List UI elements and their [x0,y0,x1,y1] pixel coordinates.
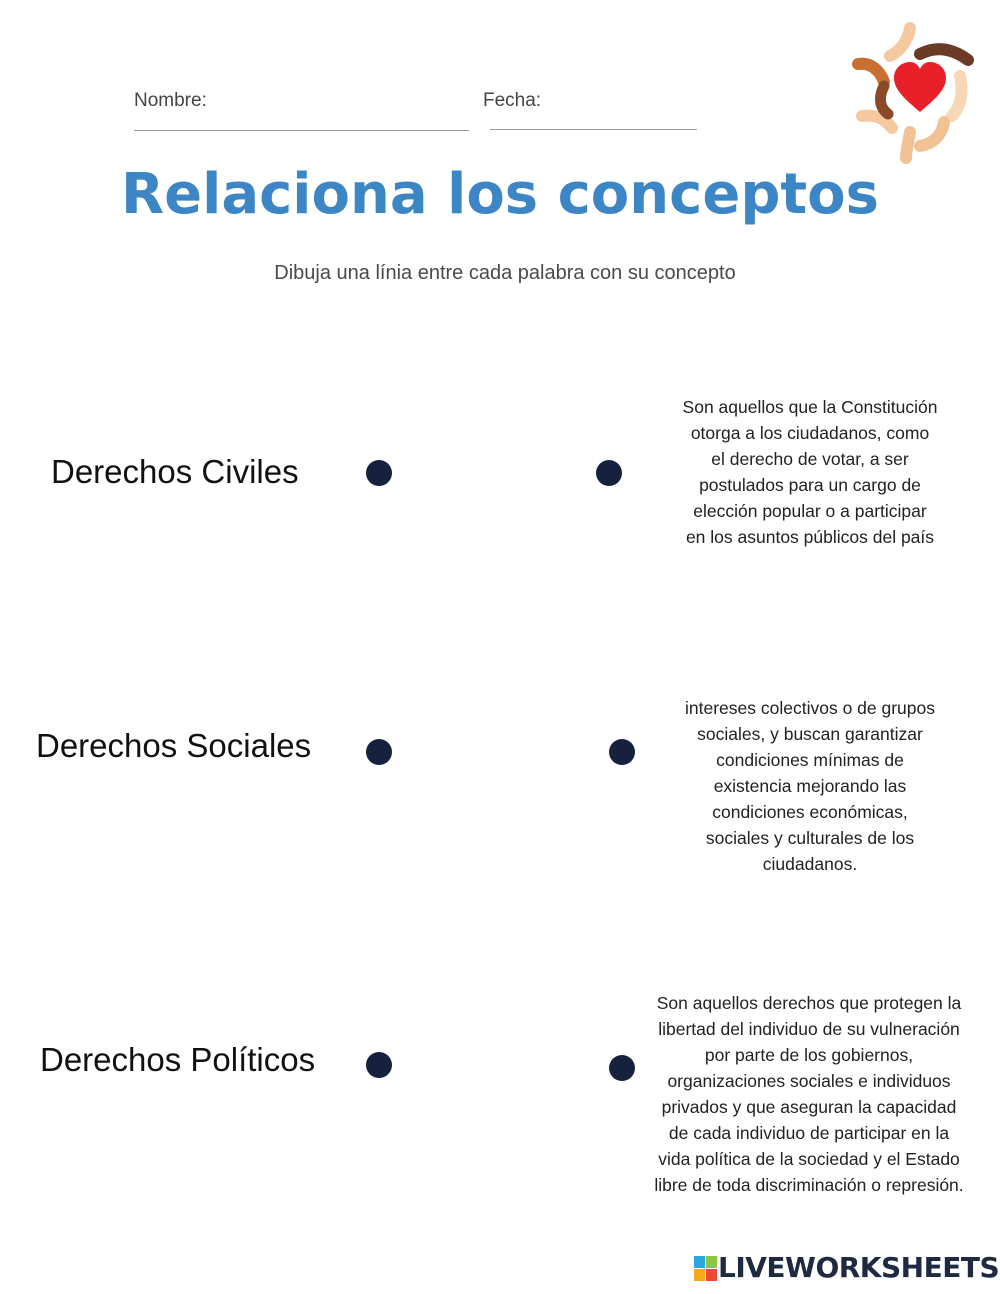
left-dot-2[interactable] [366,739,392,765]
term-derechos-civiles: Derechos Civiles [51,453,299,490]
date-label: Fecha: [483,90,542,111]
name-label: Nombre: [134,90,207,111]
hands-heart-icon [848,16,988,166]
instructions: Dibuja una línia entre cada palabra con su concepto [274,262,736,284]
page-title: Relaciona los conceptos [121,162,879,227]
term-derechos-politicos: Derechos Políticos [40,1041,316,1078]
term-derechos-sociales: Derechos Sociales [36,727,312,764]
left-dot-3[interactable] [366,1052,392,1078]
liveworksheets-logo-icon [694,1256,718,1282]
right-dot-1[interactable] [596,460,622,486]
liveworksheets-logo-text: LIVEWORKSHEETS [718,1251,1000,1284]
definition-1: Son aquellos que la Constitución otorga a los ciudadanos, como el derecho de votar, a ser postulados para un cargo de elección popular o a participar en los asuntos públicos del país [682,397,938,547]
definition-3: Son aquellos derechos que protegen la libertad del individuo de su vulneración por parte de los gobiernos, organizaciones sociales e individuos privados y que aseguran la capacidad de cada individuo de participar en la vida política de la sociedad y el Estado libre de toda discriminación o represión. [654,993,964,1195]
left-dot-1[interactable] [366,460,392,486]
date-input-line[interactable] [490,129,697,130]
right-dot-2[interactable] [609,739,635,765]
name-input-line[interactable] [134,130,469,131]
definition-2: intereses colectivos o de grupos sociales, y buscan garantizar condiciones mínimas de existencia mejorando las condiciones económicas, sociales y culturales de los ciudadanos. [685,698,935,874]
